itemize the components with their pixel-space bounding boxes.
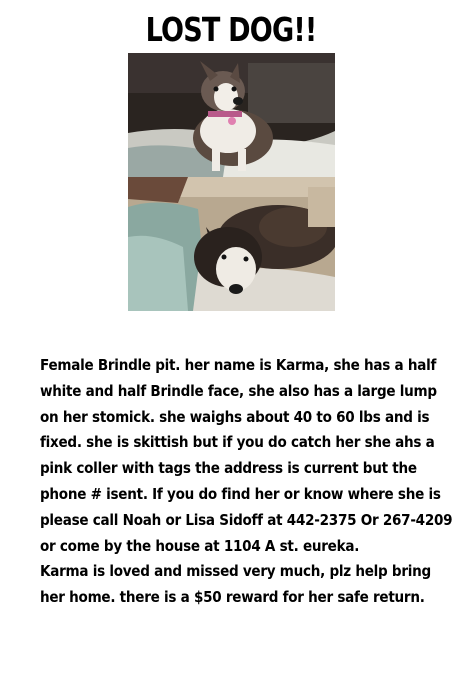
description-line: Female Brindle pit. her name is Karma, she has a half — [40, 356, 437, 374]
dog-photo-lying — [128, 177, 335, 311]
description-line: please call Noah or Lisa Sidoff at 442-2375 Or 267-4209 — [40, 510, 453, 529]
poster-title: LOST DOG!! — [145, 10, 317, 49]
poster-description — [40, 353, 453, 611]
description-line: on her stomick. she waighs about 40 to 60 lbs and is — [40, 407, 430, 426]
description-line: or come by the house at 1104 A st. eureka. — [40, 536, 360, 555]
description-line: Karma is loved and missed very much, plz help bring — [40, 562, 431, 581]
description-line: phone # isent. If you do find her or know where she is — [40, 484, 441, 503]
description-line: white and half Brindle face, she also has a large lump — [40, 381, 437, 400]
description-line: her home. there is a $50 reward for her safe return. — [40, 588, 425, 607]
description-line: fixed. she is skittish but if you do catch her she ahs a — [40, 433, 435, 452]
dog-photo-sitting — [128, 53, 335, 177]
description-line: pink coller with tags the address is current but the — [40, 459, 417, 478]
